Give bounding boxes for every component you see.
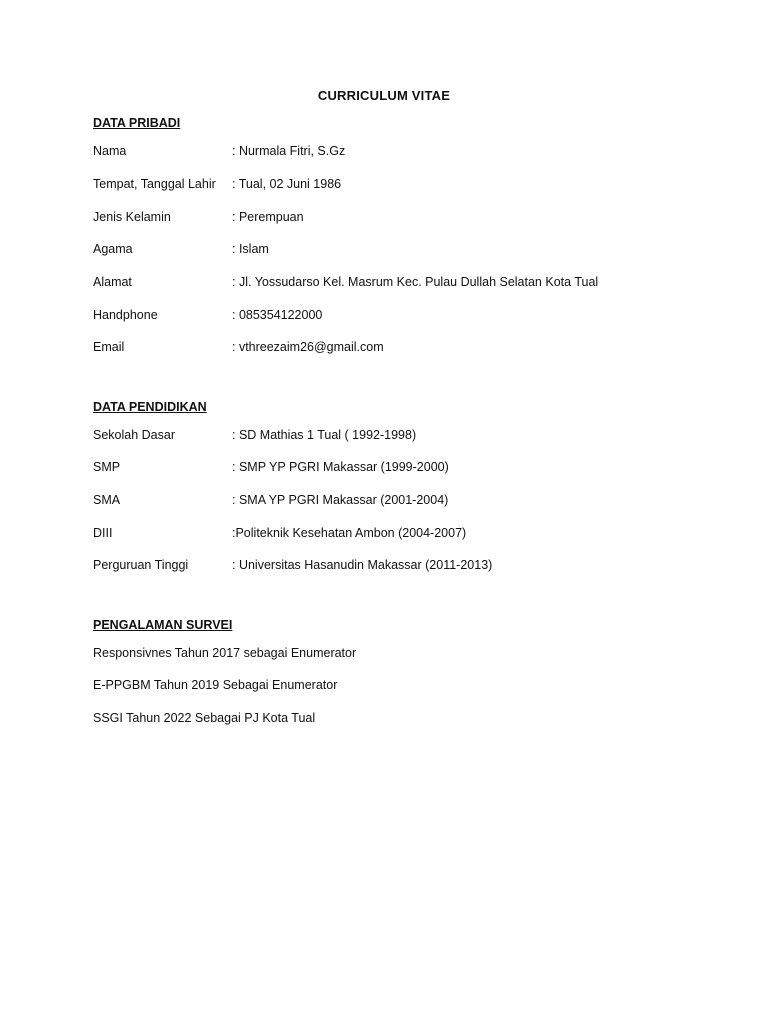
row-label: Perguruan Tinggi: [93, 558, 189, 572]
row-value: : vthreezaim26@gmail.com: [232, 340, 384, 354]
personal-row-name: [93, 144, 713, 162]
row-value: : Tual, 02 Juni 1986: [232, 177, 342, 191]
education-row-senior-high: [93, 493, 713, 511]
row-value: : Nurmala Fitri, S.Gz: [232, 144, 346, 158]
row-label: Email: [93, 340, 125, 354]
row-label: DIII: [93, 526, 113, 540]
row-label: Handphone: [93, 308, 158, 322]
row-label: Nama: [93, 144, 127, 158]
row-label: SMP: [93, 460, 121, 474]
personal-row-address: [93, 275, 713, 293]
row-value: : SMA YP PGRI Makassar (2001-2004): [232, 493, 449, 507]
row-value: : SD Mathias 1 Tual ( 1992-1998): [232, 428, 417, 442]
row-value: : Universitas Hasanudin Makassar (2011-2013): [232, 558, 493, 572]
row-value: :Politeknik Kesehatan Ambon (2004-2007): [232, 526, 467, 540]
personal-row-birth: [93, 177, 713, 195]
personal-data-heading: DATA PRIBADI: [93, 116, 181, 130]
row-value: : Perempuan: [232, 210, 304, 224]
row-label: Jenis Kelamin: [93, 210, 171, 224]
survey-experience-heading: PENGALAMAN SURVEI: [93, 618, 233, 632]
personal-row-email: [93, 340, 713, 358]
education-row-university: [93, 558, 713, 576]
row-label: Agama: [93, 242, 133, 256]
row-label: Alamat: [93, 275, 132, 289]
document-title: CURRICULUM VITAE: [317, 88, 451, 103]
personal-row-gender: [93, 210, 713, 228]
row-value: : 085354122000: [232, 308, 323, 322]
survey-item: Responsivnes Tahun 2017 sebagai Enumerator: [93, 646, 357, 660]
row-value: : SMP YP PGRI Makassar (1999-2000): [232, 460, 449, 474]
row-label: SMA: [93, 493, 121, 507]
row-label: Tempat, Tanggal Lahir: [93, 177, 216, 191]
personal-row-religion: [93, 242, 713, 260]
row-label: Sekolah Dasar: [93, 428, 175, 442]
education-row-junior-high: [93, 460, 713, 478]
row-value: : Jl. Yossudarso Kel. Masrum Kec. Pulau Dullah Selatan Kota Tual: [232, 275, 599, 289]
row-value: : Islam: [232, 242, 269, 256]
education-data-heading: DATA PENDIDIKAN: [93, 400, 207, 414]
survey-item: E-PPGBM Tahun 2019 Sebagai Enumerator: [93, 678, 338, 692]
personal-row-phone: [93, 308, 713, 326]
education-row-elementary: [93, 428, 713, 446]
survey-item: SSGI Tahun 2022 Sebagai PJ Kota Tual: [93, 711, 316, 725]
education-row-diploma: [93, 526, 713, 544]
